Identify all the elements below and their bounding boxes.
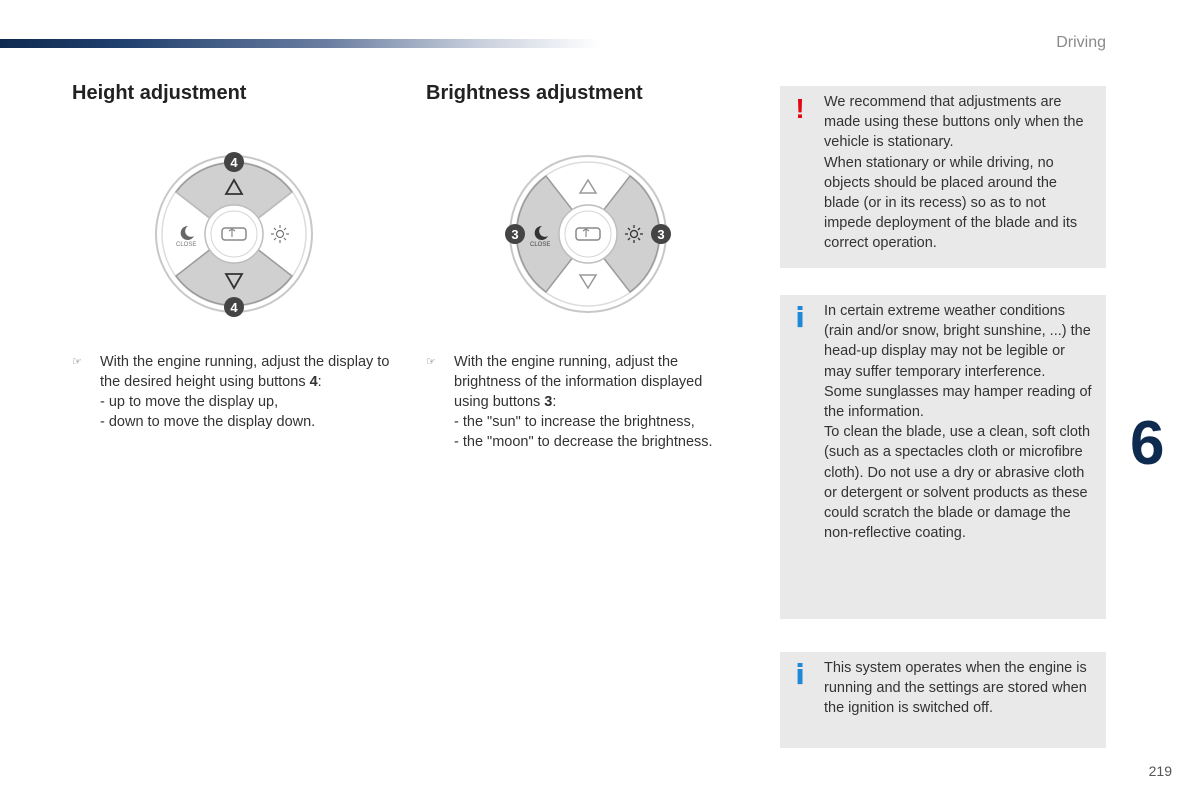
height-adjustment-heading: Height adjustment	[72, 82, 247, 104]
brightness-adjustment-heading: Brightness adjustment	[426, 82, 643, 104]
warning-note	[780, 86, 1106, 268]
header-color-bar	[0, 39, 600, 48]
info-note-settings	[780, 652, 1106, 748]
svg-text:3: 3	[657, 227, 665, 242]
pointer-icon: ☞	[426, 356, 436, 368]
brightness-instructions	[426, 352, 756, 452]
info-icon: i	[795, 301, 805, 334]
svg-text:4: 4	[230, 155, 238, 170]
brightness-intro: With the engine running, adjust the brightness of the information displayed using buttons 3:	[454, 354, 703, 410]
height-item-down: - down to move the display down.	[100, 414, 316, 430]
page-number: 219	[1148, 763, 1172, 779]
warning-exclamation-icon: !	[795, 93, 805, 124]
chapter-number: 6	[1130, 409, 1165, 478]
height-item-up: - up to move the display up,	[100, 394, 279, 410]
brightness-item-moon: - the "moon" to decrease the brightness.	[454, 434, 713, 450]
info-note-weather-text: In certain extreme weather conditions (rain and/or snow, bright sunshine, ...) the head-up display may not be legible or may suffer temporary interference. Some sunglasses may hamper reading of the information. To clean the blade, use a clean, soft cloth (such as a spectacles cloth or microfibre cloth). Do not use a dry or abrasive cloth or detergent or solvent products as these could scratch the blade or damage the non-reflective coating.	[824, 303, 1092, 542]
pointer-icon: ☞	[72, 356, 82, 368]
close-label: CLOSE	[176, 242, 197, 248]
section-title: Driving	[1056, 34, 1106, 51]
close-label: CLOSE	[530, 242, 551, 248]
info-note-weather	[780, 295, 1106, 619]
brightness-item-sun: - the "sun" to increase the brightness,	[454, 414, 695, 430]
warning-note-text: We recommend that adjustments are made using these buttons only when the vehicle is stationary. When stationary or while driving, no objects should be placed around the blade (or in its recess) so as to not impede deployment of the blade and its correct operation.	[824, 94, 1084, 252]
height-intro: With the engine running, adjust the display to the desired height using buttons 4:	[100, 354, 390, 390]
svg-text:3: 3	[511, 227, 519, 242]
brightness-control-diagram	[502, 150, 674, 320]
info-note-settings-text: This system operates when the engine is running and the settings are stored when the ignition is switched off.	[824, 660, 1087, 717]
svg-text:4: 4	[230, 300, 238, 315]
height-instructions	[72, 352, 402, 432]
info-icon: i	[795, 658, 805, 691]
height-control-diagram	[150, 150, 320, 320]
